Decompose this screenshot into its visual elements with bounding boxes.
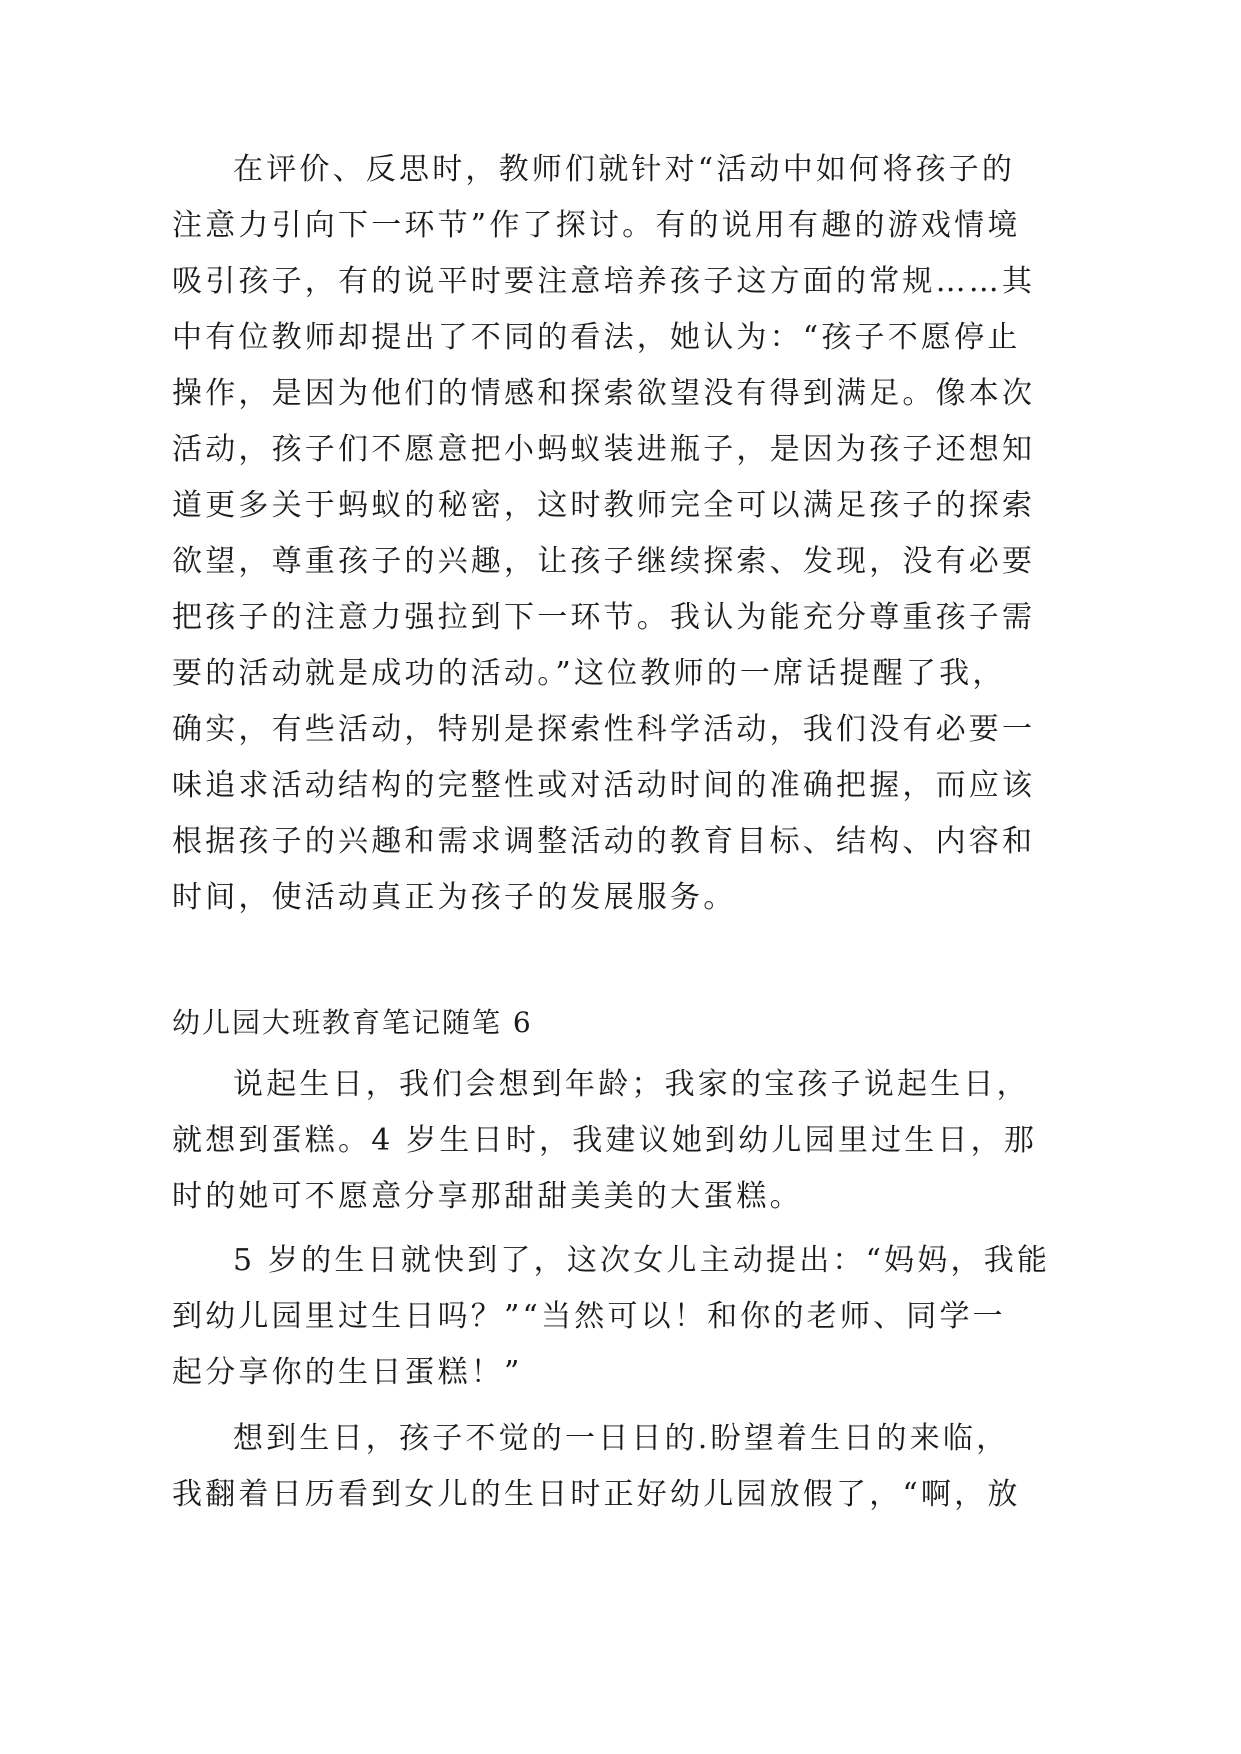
paragraph-line: 欲望，尊重孩子的兴趣，让孩子继续探索、发现，没有必要 [172,544,1036,579]
paragraph-line: 就想到蛋糕。4 岁生日时，我建议她到幼儿园里过生日，那 [172,1123,1038,1158]
paragraph-line: 想到生日，孩子不觉的一日日的.盼望着生日的来临， [233,1421,1010,1456]
paragraph-line: 把孩子的注意力强拉到下一环节。我认为能充分尊重孩子需 [172,600,1036,635]
paragraph-line: 在评价、反思时，教师们就针对“活动中如何将孩子的 [233,152,1016,187]
paragraph-line: 味追求活动结构的完整性或对活动时间的准确把握，而应该 [172,768,1036,803]
section-title: 幼儿园大班教育笔记随笔 6 [172,1006,533,1039]
paragraph-line: 5 岁的生日就快到了，这次女儿主动提出：“妈妈，我能 [233,1243,1051,1278]
paragraph-line: 时间，使活动真正为孩子的发展服务。 [172,880,737,915]
paragraph-line: 确实，有些活动，特别是探索性科学活动，我们没有必要一 [172,712,1036,747]
paragraph-line: 吸引孩子，有的说平时要注意培养孩子这方面的常规……其 [172,264,1036,299]
paragraph-line: 注意力引向下一环节”作了探讨。有的说用有趣的游戏情境 [172,208,1021,243]
paragraph-line: 时的她可不愿意分享那甜甜美美的大蛋糕。 [172,1179,803,1214]
paragraph-line: 中有位教师却提出了不同的看法，她认为：“孩子不愿停止 [172,320,1021,355]
paragraph-line: 起分享你的生日蛋糕！” [172,1355,523,1390]
paragraph-line: 道更多关于蚂蚁的秘密，这时教师完全可以满足孩子的探索 [172,488,1036,523]
paragraph-line: 到幼儿园里过生日吗？”“当然可以！和你的老师、同学一 [172,1299,1006,1334]
paragraph-line: 说起生日，我们会想到年龄；我家的宝孩子说起生日， [233,1067,1030,1102]
paragraph-line: 根据孩子的兴趣和需求调整活动的教育目标、结构、内容和 [172,824,1036,859]
paragraph-line: 我翻着日历看到女儿的生日时正好幼儿园放假了，“啊，放 [172,1477,1021,1512]
paragraph-line: 活动，孩子们不愿意把小蚂蚁装进瓶子，是因为孩子还想知 [172,432,1036,467]
paragraph-line: 操作，是因为他们的情感和探索欲望没有得到满足。像本次 [172,376,1036,411]
paragraph-line: 要的活动就是成功的活动。”这位教师的一席话提醒了我， [172,656,1006,691]
